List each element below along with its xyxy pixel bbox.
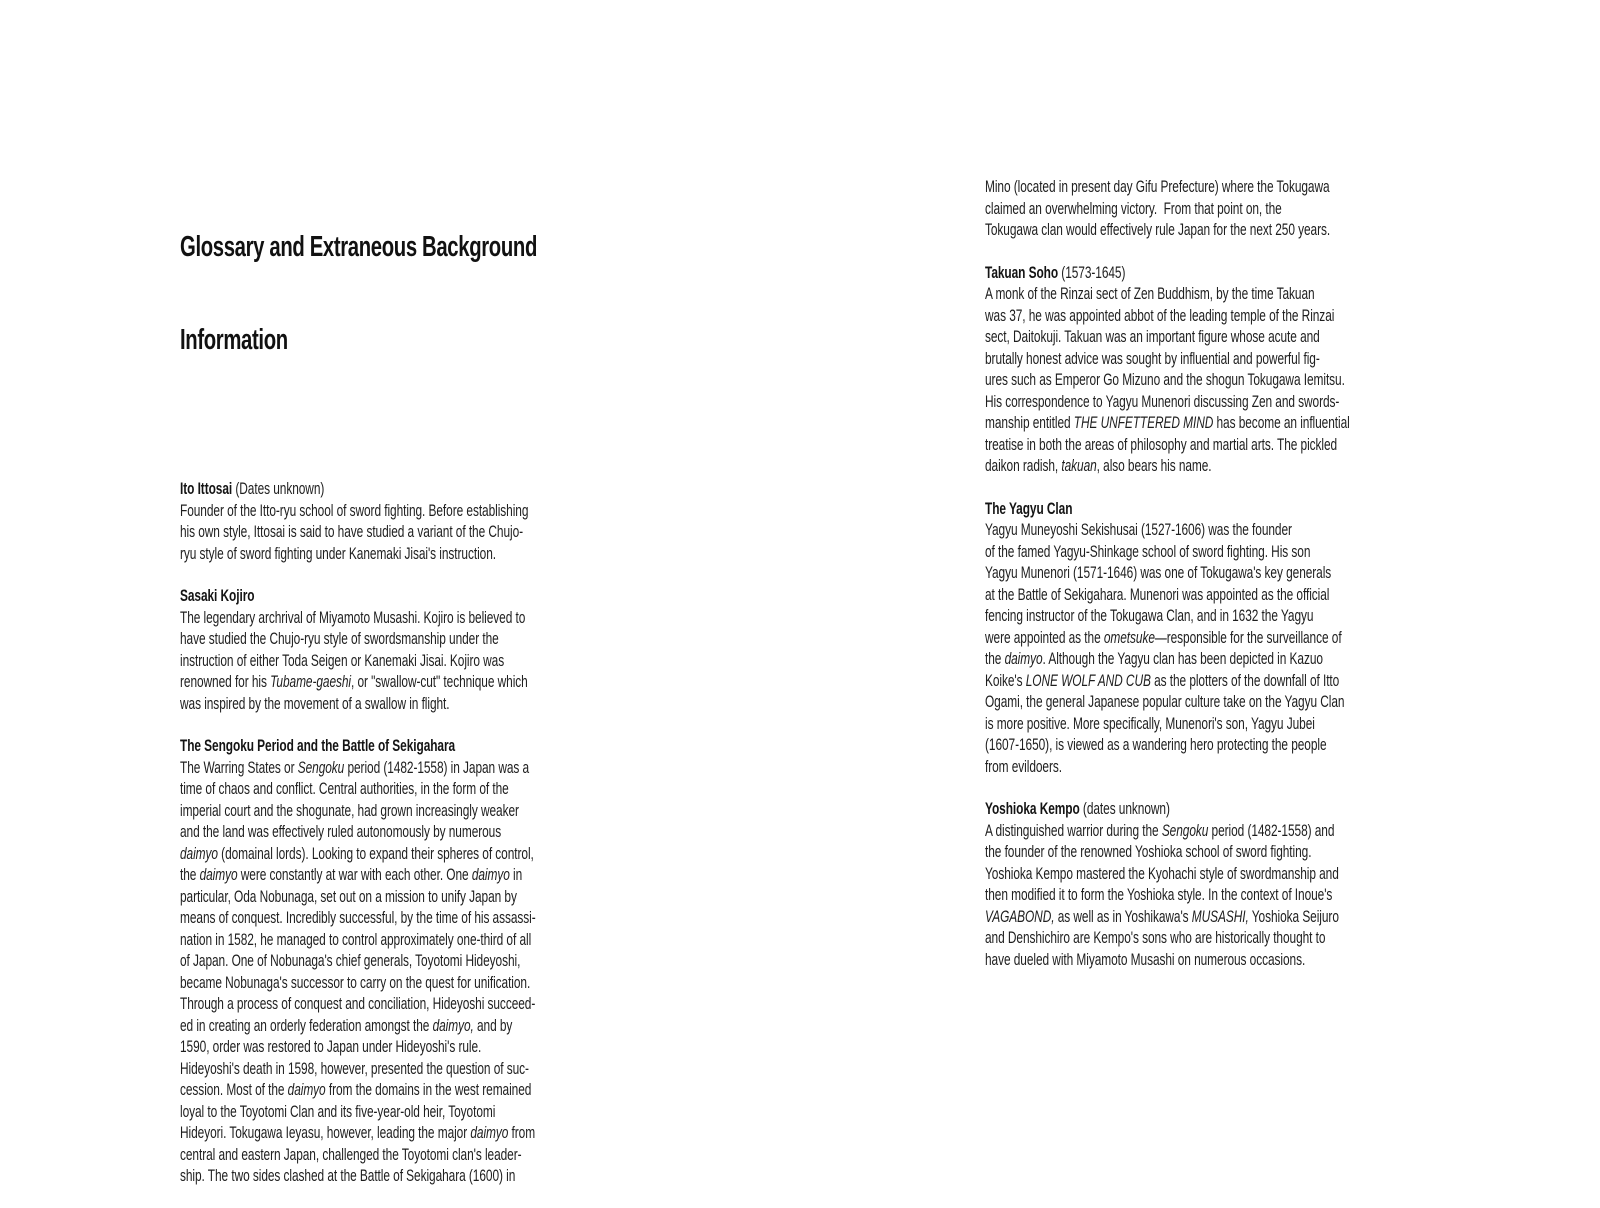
body-text: from evildoers. xyxy=(985,756,1062,776)
entry-text-line xyxy=(180,993,580,1015)
entry-text-line xyxy=(180,607,580,629)
body-text: Mino (located in present day Gifu Prefecture) where the Tokugawa xyxy=(985,177,1330,196)
body-text: from the domains in the west remained xyxy=(325,1080,532,1099)
entry-text-line xyxy=(180,1058,580,1080)
body-text: became Nobunaga's successor to carry on the quest for unification. xyxy=(180,972,531,992)
body-text: (1573-1645) xyxy=(1058,262,1126,282)
entry-text-line xyxy=(180,521,580,543)
body-text: and Denshichiro are Kempo's sons who are historically thought to xyxy=(985,928,1326,947)
body-text: , or "swallow-cut" technique which xyxy=(350,672,528,691)
body-text: Yagyu Munenori (1571-1646) was one of Tokugawa's key generals xyxy=(985,563,1332,582)
entry-text-line xyxy=(180,1101,580,1123)
entry-text-line xyxy=(180,1144,580,1166)
entry-text-line xyxy=(985,326,1385,348)
right-column xyxy=(985,176,1385,991)
entry-text-line xyxy=(985,820,1385,842)
body-text: (Dates unknown) xyxy=(232,479,325,498)
entry-text-line xyxy=(985,841,1385,863)
body-text: (1607-1650), is viewed as a wandering hero protecting the people xyxy=(985,735,1327,754)
body-text: Yoshioka Kempo mastered the Kyohachi style of swordmanship and xyxy=(985,863,1339,883)
entry-text-line xyxy=(985,906,1385,928)
entry-text-line xyxy=(180,1036,580,1058)
entry-text-line xyxy=(985,713,1385,735)
body-text: Hideyori. Tokugawa Ieyasu, however, leading the major xyxy=(180,1123,471,1142)
right-column-entries xyxy=(985,176,1385,970)
body-text: Yagyu Muneyoshi Sekishusai (1527-1606) was the founder xyxy=(985,520,1292,539)
italic-text: daimyo xyxy=(287,1080,326,1099)
body-text: was 37, he was appointed abbot of the leading temple of the Rinzai xyxy=(985,305,1335,325)
glossary-entry xyxy=(985,798,1385,970)
entry-text-line xyxy=(985,176,1385,198)
body-text: nation in 1582, he managed to control approximately one-third of all xyxy=(180,929,532,949)
body-text: of the famed Yagyu-Shinkage school of sword fighting. His son xyxy=(985,541,1311,561)
body-text: was inspired by the movement of a swallow in flight. xyxy=(180,693,450,713)
entry-text-line xyxy=(180,1165,580,1187)
italic-text: Sengoku xyxy=(297,757,345,777)
italic-text: daimyo xyxy=(1004,649,1043,668)
entry-term-line xyxy=(180,585,580,607)
entry-text-line xyxy=(985,670,1385,692)
entry-text-line xyxy=(985,348,1385,370)
body-text: , also bears his name. xyxy=(1096,456,1212,475)
entry-text-line xyxy=(180,1122,580,1144)
body-text: His correspondence to Yagyu Munenori discussing Zen and swords- xyxy=(985,391,1340,411)
body-text: central and eastern Japan, challenged the Toyotomi clan's leader- xyxy=(180,1144,522,1164)
page-title-line-2: Information xyxy=(180,324,288,356)
entry-text-line xyxy=(985,412,1385,434)
body-text: brutally honest advice was sought by influential and powerful fig- xyxy=(985,348,1320,368)
entry-text-line xyxy=(180,907,580,929)
italic-text: MUSASHI, xyxy=(1191,906,1249,926)
body-text: means of conquest. Incredibly successful, by the time of his assassi- xyxy=(180,908,536,927)
italic-text: daimyo xyxy=(471,865,510,884)
italic-text: daimyo xyxy=(470,1123,509,1142)
body-text: instruction of either Toda Seigen or Kanemaki Jisai. Kojiro was xyxy=(180,650,505,670)
body-text: have dueled with Miyamoto Musashi on numerous occasions. xyxy=(985,949,1306,969)
entry-text-line xyxy=(180,929,580,951)
entry-text-line xyxy=(985,949,1385,971)
entry-text-line xyxy=(985,219,1385,241)
italic-text: daimyo xyxy=(180,843,218,863)
italic-text: VAGABOND, xyxy=(985,906,1055,926)
entry-text-line xyxy=(180,864,580,886)
entry-term-text: Yoshioka Kempo xyxy=(985,799,1080,818)
entry-term-line xyxy=(180,735,580,757)
body-text: (domainal lords). Looking to expand their spheres of control, xyxy=(217,843,534,863)
glossary-entry xyxy=(985,262,1385,477)
page-title-line-1: Glossary and Extraneous Background xyxy=(180,231,537,263)
italic-text: Sengoku xyxy=(1161,820,1209,840)
entry-text-line xyxy=(985,734,1385,756)
entry-text-line xyxy=(180,500,580,522)
body-text: Hideyoshi's death in 1598, however, presented the question of suc- xyxy=(180,1058,529,1078)
body-text: claimed an overwhelming victory. From that point on, the xyxy=(985,198,1282,218)
entry-text-line xyxy=(985,198,1385,220)
body-text: (dates unknown) xyxy=(1079,799,1170,818)
entry-text-line xyxy=(985,648,1385,670)
body-text: and the land was effectively ruled autonomously by numerous xyxy=(180,822,502,841)
body-text: as well as in Yoshikawa's xyxy=(1054,906,1192,926)
entry-text-line xyxy=(985,434,1385,456)
entry-text-line xyxy=(985,627,1385,649)
body-text: —responsible for the surveillance of xyxy=(1154,627,1342,647)
glossary-entry xyxy=(180,585,580,714)
entry-text-line xyxy=(985,927,1385,949)
body-text: from xyxy=(508,1123,536,1142)
entry-term-line xyxy=(985,498,1385,520)
entry-text-line xyxy=(985,562,1385,584)
entry-text-line xyxy=(985,519,1385,541)
body-text: particular, Oda Nobunaga, set out on a mission to unify Japan by xyxy=(180,886,517,906)
italic-text: THE UNFETTERED MIND xyxy=(1073,413,1214,432)
body-text: time of chaos and conflict. Central authorities, in the form of the xyxy=(180,779,509,798)
entry-text-line xyxy=(180,950,580,972)
body-text: treatise in both the areas of philosophy and martial arts. The pickled xyxy=(985,434,1338,454)
entry-text-line xyxy=(985,541,1385,563)
italic-text: LONE WOLF AND CUB xyxy=(1025,670,1151,690)
body-text: ship. The two sides clashed at the Battle of Sekigahara (1600) in xyxy=(180,1166,516,1185)
entry-text-line xyxy=(985,305,1385,327)
body-text: in xyxy=(509,865,523,884)
body-text: the xyxy=(985,649,1005,668)
entry-term-text: Ito Ittosai xyxy=(180,479,233,498)
body-text: ed in creating an orderly federation amongst the xyxy=(180,1015,433,1035)
body-text: A distinguished warrior during the xyxy=(985,820,1162,840)
italic-text: daimyo, xyxy=(432,1015,474,1035)
italic-text: daimyo xyxy=(199,865,238,884)
body-text: were appointed as the xyxy=(985,627,1104,647)
body-text: The Warring States or xyxy=(180,757,298,777)
body-text: has become an influential xyxy=(1213,413,1350,432)
entry-term-text: Takuan Soho xyxy=(985,262,1059,282)
entry-text-line xyxy=(180,800,580,822)
body-text: . Although the Yagyu clan has been depicted in Kazuo xyxy=(1042,649,1323,668)
entry-text-line xyxy=(985,283,1385,305)
body-text: then modified it to form the Yoshioka style. In the context of Inoue's xyxy=(985,885,1333,904)
glossary-entry xyxy=(985,498,1385,778)
entry-text-line xyxy=(180,628,580,650)
italic-text: takuan xyxy=(1061,456,1097,475)
entry-text-line xyxy=(180,778,580,800)
entry-text-line xyxy=(985,455,1385,477)
glossary-entry xyxy=(180,735,580,1187)
entry-text-line xyxy=(180,843,580,865)
entry-text-line xyxy=(180,671,580,693)
body-text: A monk of the Rinzai sect of Zen Buddhism, by the time Takuan xyxy=(985,284,1315,303)
entry-text-line xyxy=(180,1015,580,1037)
body-text: of Japan. One of Nobunaga's chief generals, Toyotomi Hideyoshi, xyxy=(180,951,521,970)
page-title xyxy=(180,170,580,418)
italic-text: Tubame-gaeshi xyxy=(270,672,351,691)
body-text: The legendary archrival of Miyamoto Musashi. Kojiro is believed to xyxy=(180,607,526,627)
entry-term-line xyxy=(180,478,580,500)
entry-text-line xyxy=(985,369,1385,391)
body-text: imperial court and the shogunate, had grown increasingly weaker xyxy=(180,800,519,820)
entry-text-line xyxy=(180,972,580,994)
body-text: fencing instructor of the Tokugawa Clan, and in 1632 the Yagyu xyxy=(985,606,1314,625)
entry-text-line xyxy=(180,886,580,908)
body-text: Ogami, the general Japanese popular culture take on the Yagyu Clan xyxy=(985,692,1345,711)
entry-text-line xyxy=(180,757,580,779)
entry-text-line xyxy=(180,650,580,672)
body-text: daikon radish, xyxy=(985,456,1062,475)
body-text: the founder of the renowned Yoshioka school of sword fighting. xyxy=(985,842,1312,861)
glossary-entry xyxy=(985,176,1385,241)
entry-term-text: The Yagyu Clan xyxy=(985,498,1073,518)
entry-text-line xyxy=(180,543,580,565)
body-text: Koike's xyxy=(985,670,1026,690)
entry-term-text: Sasaki Kojiro xyxy=(180,586,255,605)
entry-text-line xyxy=(985,584,1385,606)
body-text: is more positive. More specifically, Munenori's son, Yagyu Jubei xyxy=(985,713,1315,733)
body-text: 1590, order was restored to Japan under Hideyoshi's rule. xyxy=(180,1037,482,1056)
glossary-entry xyxy=(180,478,580,564)
body-text: have studied the Chujo-ryu style of swordsmanship under the xyxy=(180,629,499,648)
body-text: period (1482-1558) and xyxy=(1208,820,1335,840)
body-text: loyal to the Toyotomi Clan and its five-year-old heir, Toyotomi xyxy=(180,1101,496,1121)
body-text: ryu style of sword fighting under Kanemaki Jisai's instruction. xyxy=(180,543,497,563)
body-text: period (1482-1558) in Japan was a xyxy=(344,757,530,777)
body-text: at the Battle of Sekigahara. Munenori was appointed as the official xyxy=(985,584,1330,604)
body-text: manship entitled xyxy=(985,413,1074,432)
entry-term-text: The Sengoku Period and the Battle of Sekigahara xyxy=(180,736,456,755)
body-text: his own style, Ittosai is said to have studied a variant of the Chujo- xyxy=(180,522,524,541)
body-text: were constantly at war with each other. One xyxy=(237,865,472,884)
body-text: renowned for his xyxy=(180,672,271,691)
left-column-entries xyxy=(180,478,580,1187)
body-text: and by xyxy=(473,1015,513,1035)
entry-text-line xyxy=(985,863,1385,885)
body-text: Through a process of conquest and conciliation, Hideyoshi succeed- xyxy=(180,994,536,1013)
body-text: Founder of the Itto-ryu school of sword fighting. Before establishing xyxy=(180,500,529,520)
entry-term-line xyxy=(985,262,1385,284)
body-text: Tokugawa clan would effectively rule Japan for the next 250 years. xyxy=(985,220,1331,239)
body-text: the xyxy=(180,865,200,884)
entry-text-line xyxy=(985,605,1385,627)
entry-text-line xyxy=(985,691,1385,713)
body-text: as the plotters of the downfall of Itto xyxy=(1150,670,1340,690)
entry-text-line xyxy=(985,756,1385,778)
body-text: ures such as Emperor Go Mizuno and the shogun Tokugawa Iemitsu. xyxy=(985,370,1345,389)
entry-text-line xyxy=(180,1079,580,1101)
body-text: Yoshioka Seijuro xyxy=(1248,906,1339,926)
body-text: cession. Most of the xyxy=(180,1080,288,1099)
left-column xyxy=(180,170,580,1208)
entry-text-line xyxy=(180,821,580,843)
italic-text: ometsuke xyxy=(1103,627,1155,647)
entry-text-line xyxy=(985,391,1385,413)
entry-text-line xyxy=(985,884,1385,906)
entry-text-line xyxy=(180,693,580,715)
body-text: sect, Daitokuji. Takuan was an important figure whose acute and xyxy=(985,327,1320,346)
entry-term-line xyxy=(985,798,1385,820)
